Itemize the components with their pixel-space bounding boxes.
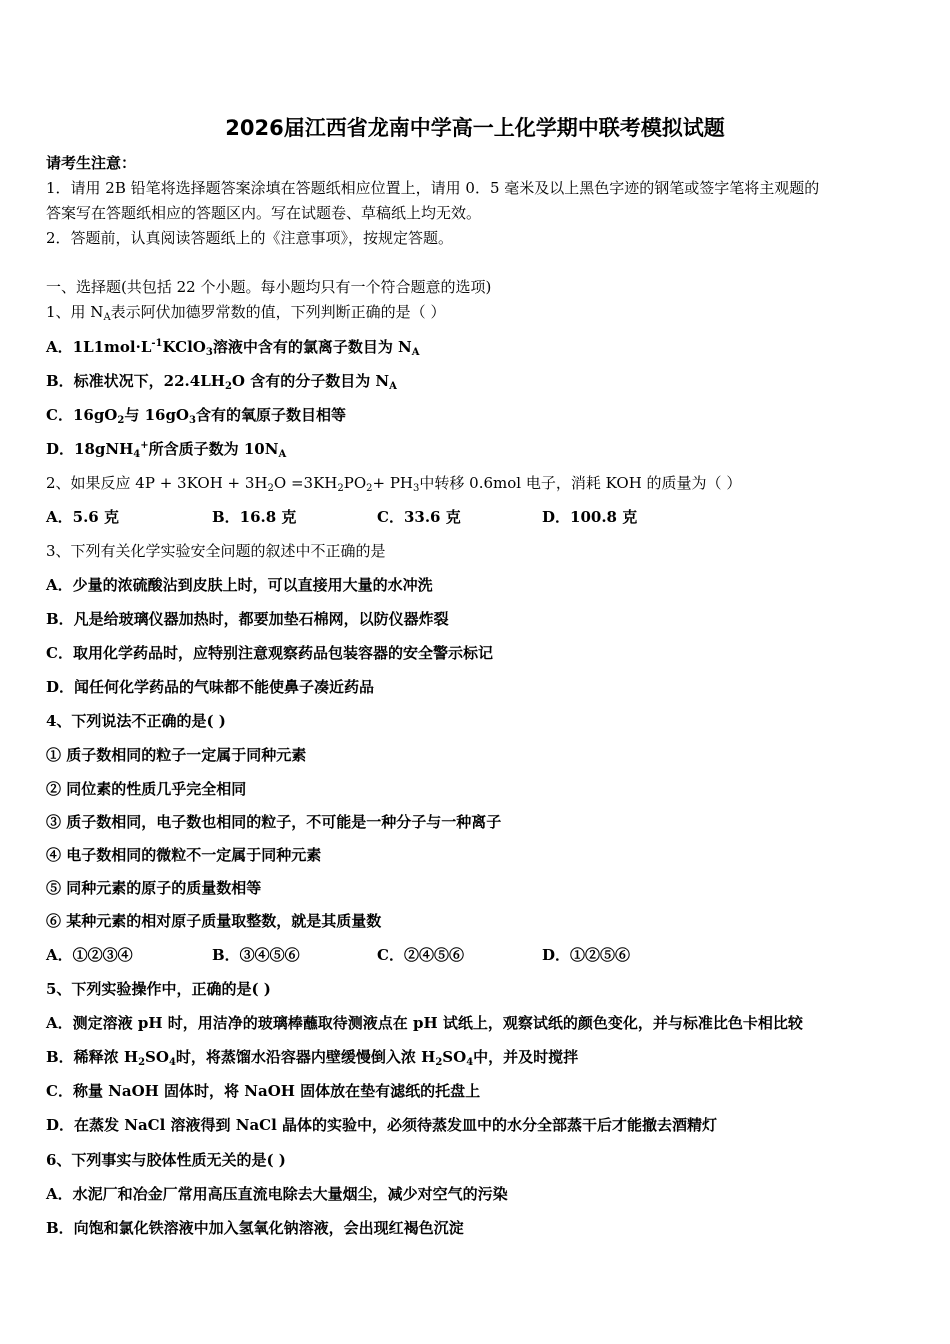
question-4-option-c[interactable]: C．②④⑤⑥ xyxy=(377,946,464,964)
question-4-statement: ④ 电子数相同的微粒不一定属于同种元素 xyxy=(46,846,322,864)
question-1-stem: 1、用 $N_A$表示阿伏加德罗常数的值，下列判断正确的是（ ） xyxy=(46,303,446,323)
question-4-option-d[interactable]: D．①②⑤⑥ xyxy=(542,946,631,964)
question-4-statement: ③ 质子数相同，电子数也相同的粒子，不可能是一种分子与一种离子 xyxy=(46,813,502,831)
question-5-option-d[interactable]: D．在蒸发 NaCl 溶液得到 NaCl 晶体的实验中，必须待蒸发皿中的水分全部蒸干后才能撤去酒精灯 xyxy=(46,1116,718,1134)
question-5-option-b[interactable]: B．稀释浓 $H_2SO_4$时，将蒸馏水沿容器内壁缓慢倒入浓 $H_2SO_4$中，并及时搅拌 xyxy=(46,1048,579,1068)
question-4-stem: 4、下列说法不正确的是( ) xyxy=(46,712,226,730)
notice-item-1: 1．请用 2B 铅笔将选择题答案涂填在答题纸相应位置上，请用 0．5 毫米及以上黑色字迹的钢笔或签字笔将主观题的 xyxy=(46,179,820,197)
question-1-option-a[interactable]: A．$1L1mol\cdot L^{-1}KClO_3$溶液中含有的氯离子数目为 $N_A$ xyxy=(46,338,420,358)
question-3-stem: 3、下列有关化学实验安全问题的叙述中不正确的是 xyxy=(46,542,386,560)
question-3-option-c[interactable]: C．取用化学药品时，应特别注意观察药品包装容器的安全警示标记 xyxy=(46,644,493,662)
question-6-option-b[interactable]: B．向饱和氯化铁溶液中加入氢氧化钠溶液，会出现红褐色沉淀 xyxy=(46,1219,464,1237)
question-4-statement: ⑥ 某种元素的相对原子质量取整数，就是其质量数 xyxy=(46,912,382,930)
notice-heading: 请考生注意： xyxy=(46,154,137,172)
question-4-option-a[interactable]: A．①②③④ xyxy=(46,946,133,964)
question-1-option-d[interactable]: D．18gNH$_4$+所含质子数为 $10N_A$ xyxy=(46,440,287,460)
question-6-stem: 6、下列事实与胶体性质无关的是( ) xyxy=(46,1151,286,1169)
question-4-statement: ⑤ 同种元素的原子的质量数相等 xyxy=(46,879,262,897)
question-1-option-c[interactable]: C．$16gO_2$与 $16gO_3$含有的氧原子数目相等 xyxy=(46,406,346,426)
question-1-option-b[interactable]: B．标准状况下，$22.4LH_2O$ 含有的分子数目为 $N_A$ xyxy=(46,372,397,392)
question-2-option-c[interactable]: C．33.6 克 xyxy=(377,508,461,526)
question-6-option-a[interactable]: A．水泥厂和冶金厂常用高压直流电除去大量烟尘，减少对空气的污染 xyxy=(46,1185,508,1203)
section-heading: 一、选择题(共包括 22 个小题。每小题均只有一个符合题意的选项) xyxy=(46,278,492,296)
question-2-option-a[interactable]: A．5.6 克 xyxy=(46,508,119,526)
page-title: 2026届江西省龙南中学高一上化学期中联考模拟试题 xyxy=(225,116,725,140)
question-5-option-c[interactable]: C．称量 NaOH 固体时，将 NaOH 固体放在垫有滤纸的托盘上 xyxy=(46,1082,481,1100)
question-3-option-b[interactable]: B．凡是给玻璃仪器加热时，都要加垫石棉网，以防仪器炸裂 xyxy=(46,610,449,628)
question-2-option-b[interactable]: B．16.8 克 xyxy=(212,508,297,526)
question-4-statement: ② 同位素的性质几乎完全相同 xyxy=(46,780,247,798)
question-5-stem: 5、下列实验操作中，正确的是( ) xyxy=(46,980,271,998)
notice-item-2: 2．答题前，认真阅读答题纸上的《注意事项》，按规定答题。 xyxy=(46,229,454,247)
question-3-option-a[interactable]: A．少量的浓硫酸沾到皮肤上时，可以直接用大量的水冲洗 xyxy=(46,576,433,594)
question-2-option-d[interactable]: D．100.8 克 xyxy=(542,508,638,526)
notice-item-1-cont: 答案写在答题纸相应的答题区内。写在试题卷、草稿纸上均无效。 xyxy=(46,204,482,222)
question-2-stem: 2、如果反应 $4P + 3KOH + 3H_2O =3KH_2PO_2+ PH_3$中转移 0.6mol 电子，消耗 KOH 的质量为（ ） xyxy=(46,474,742,494)
question-5-option-a[interactable]: A．测定溶液 pH 时，用洁净的玻璃棒蘸取待测液点在 pH 试纸上，观察试纸的颜色变化，并与标准比色卡相比较 xyxy=(46,1014,803,1032)
question-4-option-b[interactable]: B．③④⑤⑥ xyxy=(212,946,300,964)
question-4-statement: ① 质子数相同的粒子一定属于同种元素 xyxy=(46,746,307,764)
question-3-option-d[interactable]: D．闻任何化学药品的气味都不能使鼻子凑近药品 xyxy=(46,678,375,696)
